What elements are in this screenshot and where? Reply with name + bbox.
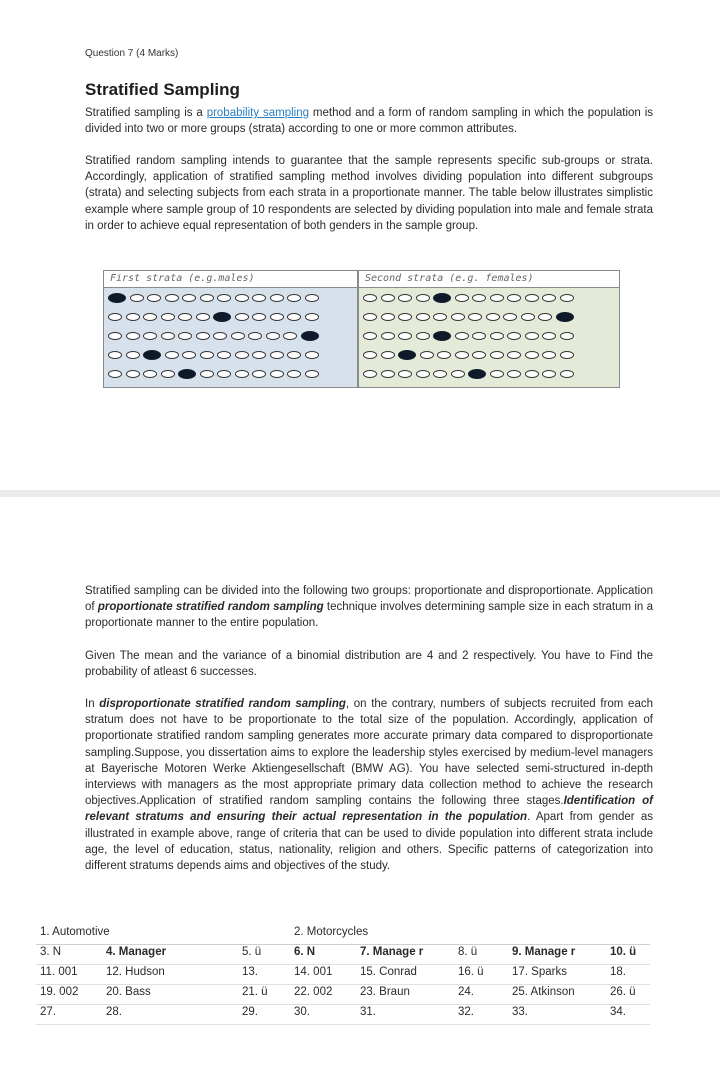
disproportionate-term: disproportionate stratified random sampling bbox=[99, 698, 346, 710]
respondent-dot bbox=[287, 313, 301, 321]
respondent-dot bbox=[143, 370, 157, 378]
respondent-dot bbox=[305, 294, 319, 302]
para5-text-pre: In bbox=[85, 698, 100, 710]
proportionate-paragraph bbox=[85, 583, 653, 632]
probability-sampling-link[interactable]: probability sampling bbox=[206, 107, 310, 119]
respondent-dot bbox=[200, 294, 214, 302]
respondent-dot bbox=[398, 294, 412, 302]
dot-row bbox=[359, 326, 619, 345]
respondent-dot bbox=[165, 294, 179, 302]
respondent-dot bbox=[363, 351, 377, 359]
table-cell: 20. Bass bbox=[102, 985, 238, 1005]
para3-text-start: Stratified sampling can be divided into the following two groups: proportionate and disproportionate. Application of bbox=[85, 585, 653, 614]
table-cell: 9. Manage r bbox=[508, 945, 606, 965]
table-cell: 34. bbox=[606, 1005, 650, 1025]
table-cell: 6. N bbox=[290, 945, 356, 965]
respondent-dot bbox=[287, 294, 301, 302]
respondent-dot bbox=[363, 332, 377, 340]
dot-row bbox=[359, 364, 619, 383]
table-header-cell: 1. Automotive bbox=[36, 925, 290, 945]
respondent-dot bbox=[525, 351, 539, 359]
respondent-dot bbox=[270, 351, 284, 359]
para5-text-end: . Apart from gender as illustrated in example above, range of criteria that can be used to divide population into different strata include age, the level of education, status, nationality, religion and others. Specific patterns of categorization into different stratums depends aims and objectives of the study. bbox=[85, 811, 653, 873]
respondent-dot bbox=[525, 332, 539, 340]
respondent-dot bbox=[252, 313, 266, 321]
respondent-dot bbox=[472, 294, 486, 302]
respondent-dot bbox=[451, 370, 465, 378]
dot-row bbox=[104, 307, 357, 326]
selected-respondent-dot bbox=[301, 331, 319, 341]
respondent-dot bbox=[416, 313, 430, 321]
respondent-dot bbox=[490, 294, 504, 302]
table-cell: 10. ü bbox=[606, 945, 650, 965]
respondent-dot bbox=[147, 294, 161, 302]
table-cell: 26. ü bbox=[606, 985, 650, 1005]
table-cell: 5. ü bbox=[238, 945, 290, 965]
second-strata-dots bbox=[359, 288, 619, 383]
respondent-dot bbox=[200, 351, 214, 359]
respondent-dot bbox=[252, 294, 266, 302]
respondent-dot bbox=[143, 313, 157, 321]
respondent-dot bbox=[217, 351, 231, 359]
table-header-cell: 2. Motorcycles bbox=[290, 925, 508, 945]
table-cell: 30. bbox=[290, 1005, 356, 1025]
selected-respondent-dot bbox=[556, 312, 574, 322]
respondent-dot bbox=[363, 294, 377, 302]
respondent-dot bbox=[178, 313, 192, 321]
respondent-dot bbox=[252, 370, 266, 378]
respondent-dot bbox=[161, 313, 175, 321]
intro-text-start: Stratified sampling is a bbox=[85, 107, 207, 119]
table-cell: 27. bbox=[36, 1005, 102, 1025]
dot-row bbox=[104, 326, 357, 345]
respondent-dot bbox=[217, 370, 231, 378]
respondent-dot bbox=[398, 370, 412, 378]
respondent-dot bbox=[507, 351, 521, 359]
respondent-dot bbox=[560, 294, 574, 302]
respondent-dot bbox=[503, 313, 517, 321]
selected-respondent-dot bbox=[433, 293, 451, 303]
dot-row bbox=[104, 345, 357, 364]
stratified-random-paragraph: Stratified random sampling intends to guarantee that the sample represents specific sub-groups or strata. Accordingly, application of stratified sampling method involves dividing population into different subgroups (strata) and selecting subjects from each strata in a proportionate manner. The table below illustrates simplistic example where sample group of 10 respondents are selected by dividing population into male and female strata in order to achieve equal representation of both genders in the sample group. bbox=[85, 155, 653, 232]
respondent-dot bbox=[126, 351, 140, 359]
respondent-dot bbox=[266, 332, 280, 340]
selected-respondent-dot bbox=[108, 293, 126, 303]
para3-text-end: technique involves determining sample size in each stratum in a proportionate manner to the entire population. bbox=[85, 601, 653, 630]
question-label: Question 7 (4 Marks) bbox=[85, 48, 179, 59]
dot-row bbox=[104, 364, 357, 383]
first-strata-box bbox=[103, 270, 358, 388]
respondent-dot bbox=[521, 313, 535, 321]
selected-respondent-dot bbox=[178, 369, 196, 379]
respondent-dot bbox=[363, 370, 377, 378]
respondent-dot bbox=[270, 294, 284, 302]
respondent-dot bbox=[231, 332, 245, 340]
respondent-dot bbox=[525, 370, 539, 378]
respondent-dot bbox=[542, 370, 556, 378]
respondent-dot bbox=[108, 332, 122, 340]
respondent-dot bbox=[143, 332, 157, 340]
table-cell: 29. bbox=[238, 1005, 290, 1025]
respondent-dot bbox=[437, 351, 451, 359]
respondent-dot bbox=[381, 332, 395, 340]
respondent-dot bbox=[433, 313, 447, 321]
respondent-dot bbox=[455, 294, 469, 302]
binomial-question: Given The mean and the variance of a binomial distribution are 4 and 2 respectively. You have to Find the probability of atleast 6 successes. bbox=[85, 650, 653, 679]
second-strata-label: Second strata (e.g. females) bbox=[359, 271, 619, 288]
table-cell: 11. 001 bbox=[36, 965, 102, 985]
respondent-dot bbox=[178, 332, 192, 340]
respondent-dot bbox=[287, 370, 301, 378]
respondent-dot bbox=[560, 351, 574, 359]
table-cell: 33. bbox=[508, 1005, 606, 1025]
table-cell: 12. Hudson bbox=[102, 965, 238, 985]
table-row bbox=[36, 945, 650, 965]
respondent-dot bbox=[196, 313, 210, 321]
identification-stage: Identification of relevant stratums and ensuring their actual representation in the population bbox=[85, 795, 653, 824]
respondent-dot bbox=[420, 351, 434, 359]
respondent-dot bbox=[305, 351, 319, 359]
second-strata-box bbox=[358, 270, 620, 388]
selected-respondent-dot bbox=[398, 350, 416, 360]
respondent-dot bbox=[542, 351, 556, 359]
respondent-dot bbox=[455, 332, 469, 340]
disproportionate-paragraph bbox=[85, 696, 653, 874]
respondent-dot bbox=[490, 332, 504, 340]
table-row bbox=[36, 965, 650, 985]
respondent-dot bbox=[525, 294, 539, 302]
respondent-dot bbox=[451, 313, 465, 321]
selected-respondent-dot bbox=[468, 369, 486, 379]
respondent-dot bbox=[126, 370, 140, 378]
respondent-dot bbox=[270, 370, 284, 378]
table-cell: 3. N bbox=[36, 945, 102, 965]
respondent-dot bbox=[182, 351, 196, 359]
respondent-dot bbox=[507, 294, 521, 302]
respondent-dot bbox=[560, 332, 574, 340]
respondent-dot bbox=[108, 370, 122, 378]
table-cell: 25. Atkinson bbox=[508, 985, 606, 1005]
table-cell: 24. bbox=[454, 985, 508, 1005]
respondent-dot bbox=[363, 313, 377, 321]
respondent-dot bbox=[538, 313, 552, 321]
respondent-dot bbox=[108, 313, 122, 321]
respondent-dot bbox=[381, 294, 395, 302]
table-cell: 31. bbox=[356, 1005, 454, 1025]
table-header-cell bbox=[508, 925, 650, 945]
respondent-dot bbox=[200, 370, 214, 378]
respondent-dot bbox=[433, 370, 447, 378]
respondent-dot bbox=[507, 332, 521, 340]
respondent-dot bbox=[507, 370, 521, 378]
respondent-dot bbox=[108, 351, 122, 359]
respondent-dot bbox=[161, 370, 175, 378]
respondent-dot bbox=[235, 351, 249, 359]
table-cell: 21. ü bbox=[238, 985, 290, 1005]
page-title: Stratified Sampling bbox=[85, 80, 240, 99]
respondent-dot bbox=[381, 351, 395, 359]
selected-respondent-dot bbox=[213, 312, 231, 322]
respondent-dot bbox=[217, 294, 231, 302]
respondent-dot bbox=[381, 313, 395, 321]
intro-paragraph bbox=[85, 105, 653, 137]
selected-respondent-dot bbox=[433, 331, 451, 341]
dot-row bbox=[359, 288, 619, 307]
proportionate-term: proportionate stratified random sampling bbox=[97, 601, 324, 614]
table-cell: 13. bbox=[238, 965, 290, 985]
respondent-dot bbox=[398, 313, 412, 321]
respondent-dot bbox=[416, 370, 430, 378]
table-cell: 18. bbox=[606, 965, 650, 985]
respondent-dot bbox=[416, 332, 430, 340]
page-separator bbox=[0, 490, 720, 497]
para5-text-mid: , on the contrary, numbers of subjects recruited from each stratum does not have to be proportionate to the total size of the population. Accordingly, application of proportionate stratified random sampling generates more accurate primary data compared to disproportionate sampling.Suppose, you dissertation aims to explore the leadership styles exercised by medium-level managers at Bayerische Motoren Werke Aktiengesellschaft (BMW AG). You have selected semi-structured in-depth interviews with managers as the most appropriate primary data collection method to achieve the research objectives.Application of stratified random sampling contains the following three stages. bbox=[85, 698, 653, 808]
respondent-dot bbox=[213, 332, 227, 340]
respondent-dot bbox=[416, 294, 430, 302]
respondent-dot bbox=[560, 370, 574, 378]
respondent-dot bbox=[490, 370, 504, 378]
respondent-dot bbox=[283, 332, 297, 340]
selected-respondent-dot bbox=[143, 350, 161, 360]
table-cell: 23. Braun bbox=[356, 985, 454, 1005]
respondent-dot bbox=[182, 294, 196, 302]
table-cell: 19. 002 bbox=[36, 985, 102, 1005]
table-cell: 32. bbox=[454, 1005, 508, 1025]
respondent-dot bbox=[542, 332, 556, 340]
table-cell: 16. ü bbox=[454, 965, 508, 985]
respondent-dot bbox=[235, 294, 249, 302]
respondent-dot bbox=[305, 370, 319, 378]
table-header-row bbox=[36, 925, 650, 945]
respondent-dot bbox=[287, 351, 301, 359]
intro-text-end: method and a form of random sampling in which the population is divided into two or more groups (strata) according to one or more common attributes. bbox=[85, 107, 654, 136]
table-cell: 15. Conrad bbox=[356, 965, 454, 985]
table-row bbox=[36, 985, 650, 1005]
table-cell: 28. bbox=[102, 1005, 238, 1025]
respondent-dot bbox=[486, 313, 500, 321]
table-cell: 7. Manage r bbox=[356, 945, 454, 965]
respondent-dot bbox=[472, 332, 486, 340]
respondent-dot bbox=[455, 351, 469, 359]
respondent-dot bbox=[270, 313, 284, 321]
respondent-dot bbox=[542, 294, 556, 302]
first-strata-dots bbox=[104, 288, 357, 383]
respondent-dot bbox=[248, 332, 262, 340]
respondent-dot bbox=[235, 313, 249, 321]
respondent-dot bbox=[165, 351, 179, 359]
respondent-dot bbox=[126, 313, 140, 321]
page-1 bbox=[0, 0, 720, 490]
table-row bbox=[36, 1005, 650, 1025]
table-cell: 14. 001 bbox=[290, 965, 356, 985]
respondent-dot bbox=[398, 332, 412, 340]
dot-row bbox=[359, 345, 619, 364]
respondent-dot bbox=[161, 332, 175, 340]
respondent-dot bbox=[468, 313, 482, 321]
respondent-dot bbox=[472, 351, 486, 359]
respondent-dot bbox=[252, 351, 266, 359]
table-cell: 22. 002 bbox=[290, 985, 356, 1005]
table-cell: 17. Sparks bbox=[508, 965, 606, 985]
respondent-dot bbox=[126, 332, 140, 340]
respondent-dot bbox=[196, 332, 210, 340]
first-strata-label: First strata (e.g.males) bbox=[104, 271, 357, 288]
respondent-dot bbox=[490, 351, 504, 359]
respondent-dot bbox=[381, 370, 395, 378]
table-cell: 4. Manager bbox=[102, 945, 238, 965]
respondent-dot bbox=[235, 370, 249, 378]
dot-row bbox=[104, 288, 357, 307]
respondent-dot bbox=[130, 294, 144, 302]
interview-table bbox=[36, 925, 650, 1025]
dot-row bbox=[359, 307, 619, 326]
respondent-dot bbox=[305, 313, 319, 321]
table-cell: 8. ü bbox=[454, 945, 508, 965]
